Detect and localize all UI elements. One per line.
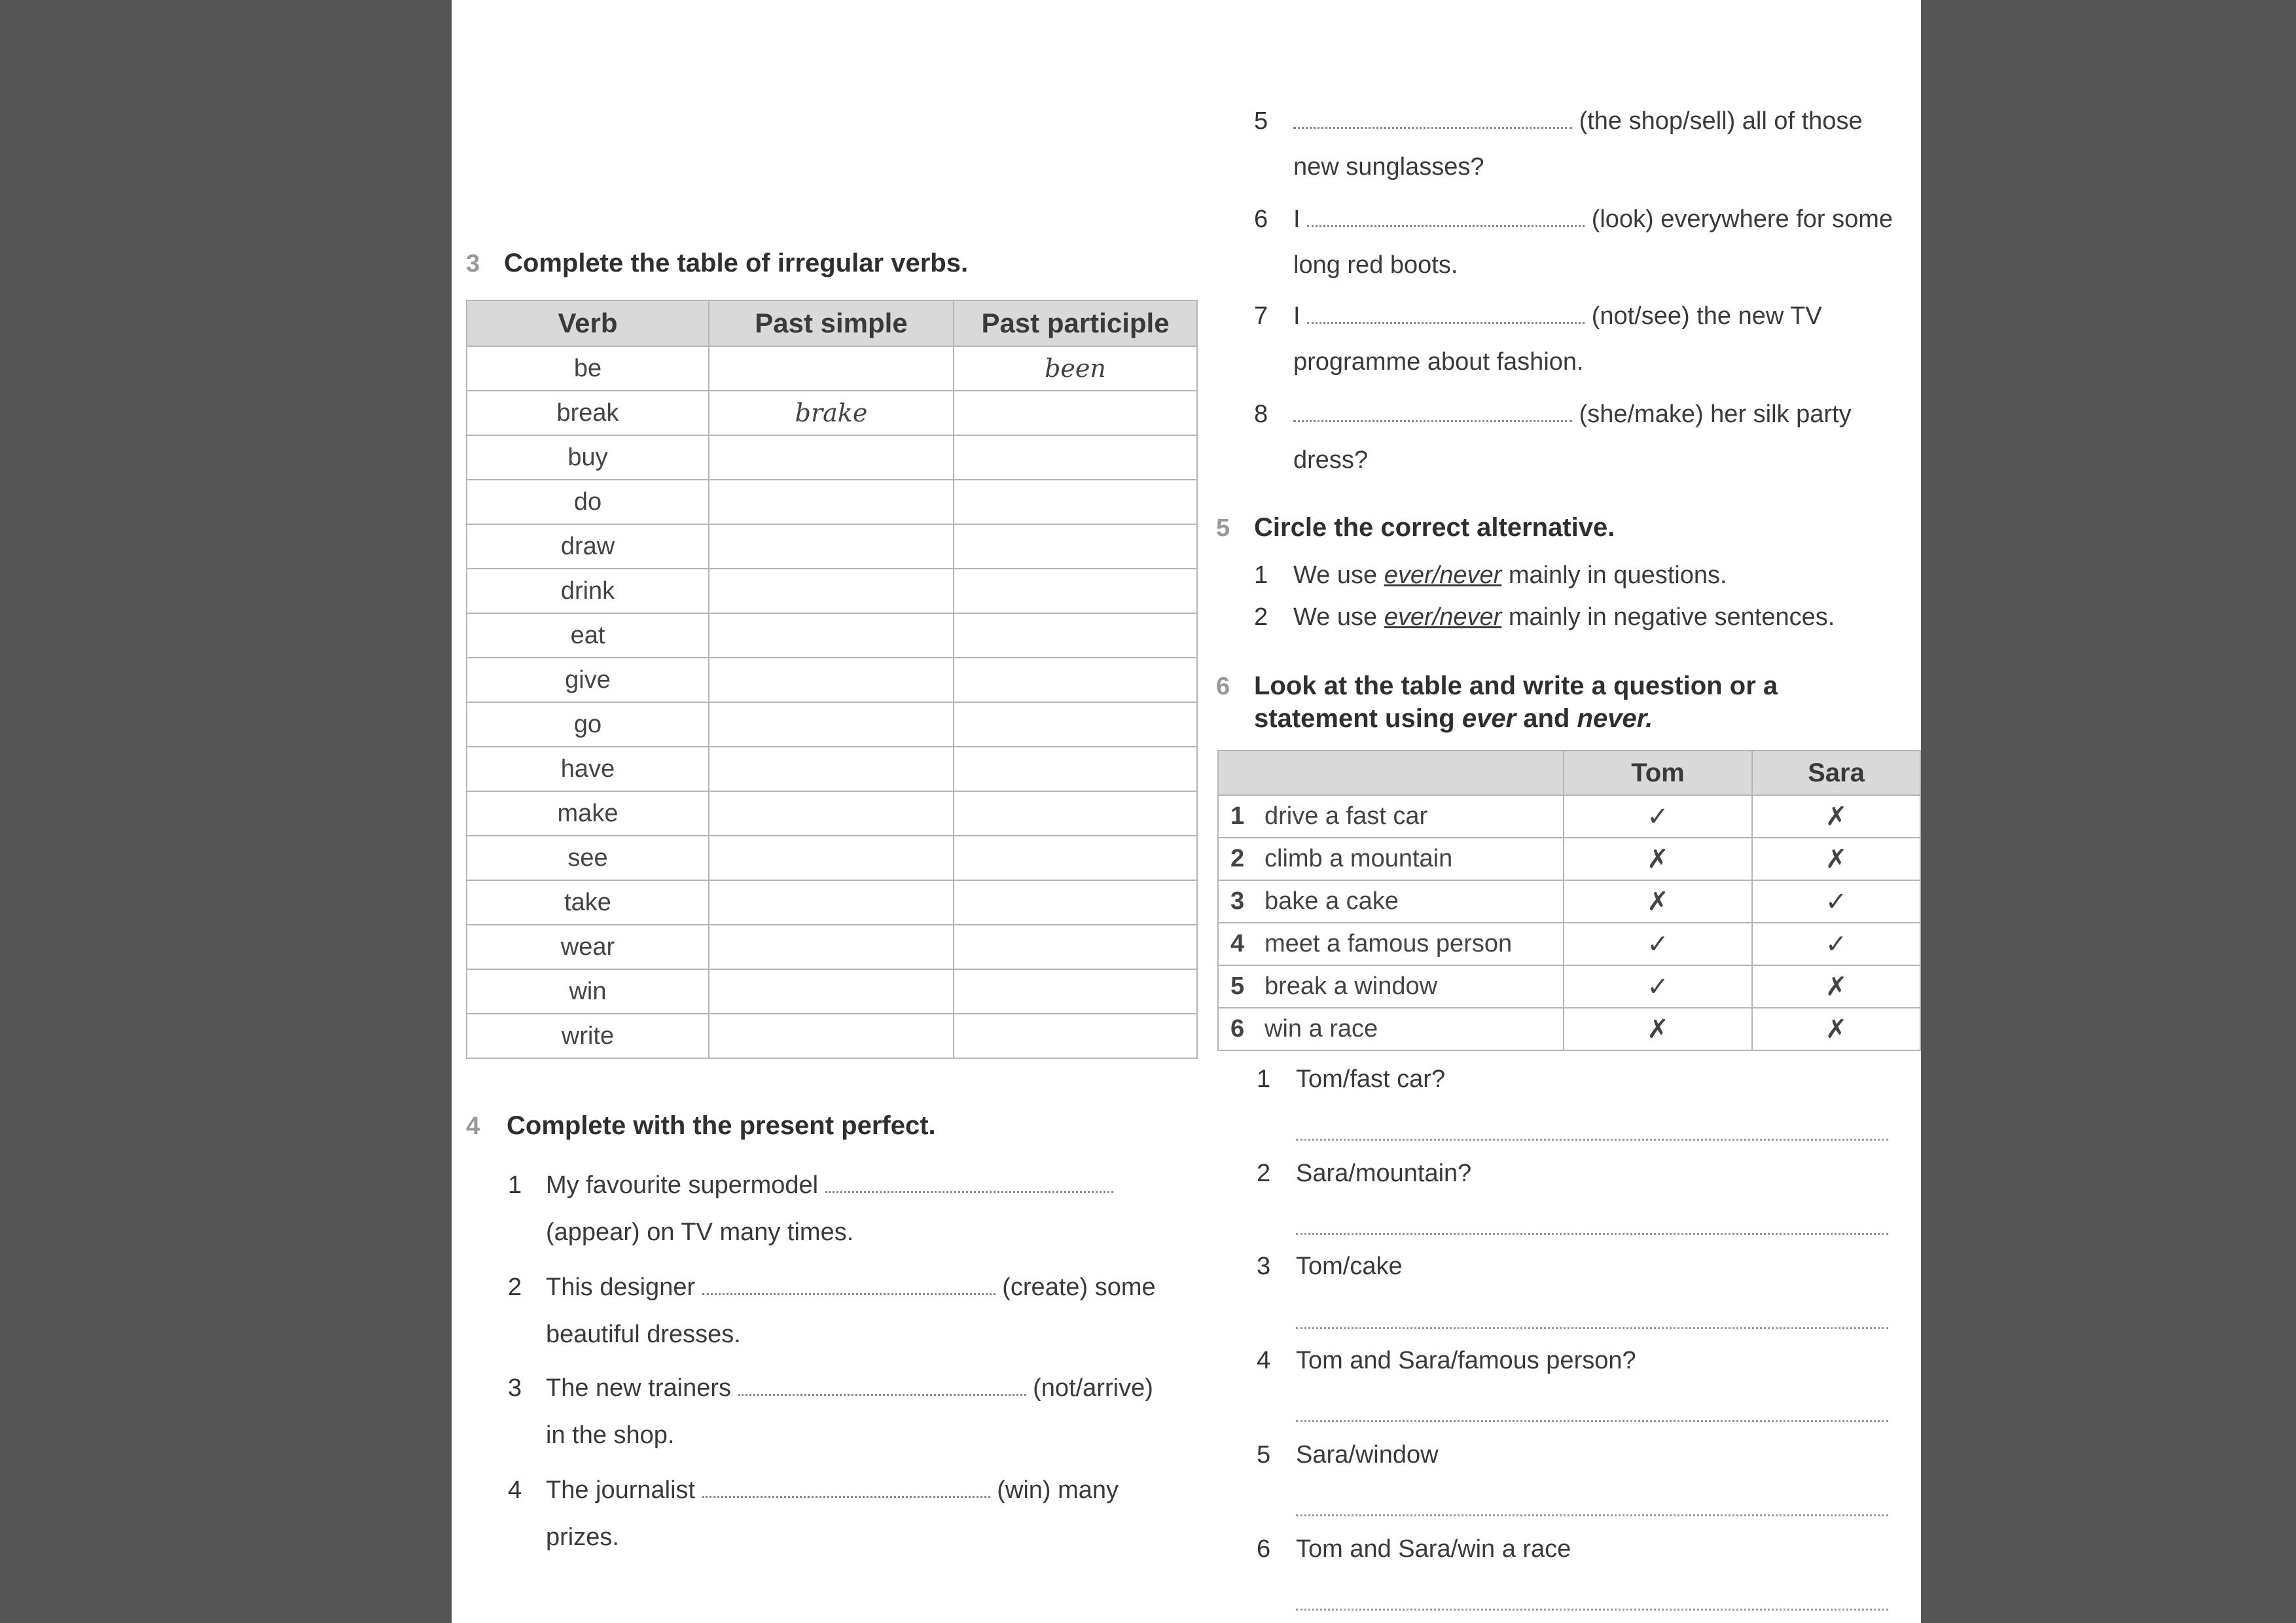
table-row [467, 791, 1197, 836]
irregular-verbs-table [466, 300, 1198, 1059]
ex4-item-1-stem: My favourite supermodel [546, 1171, 819, 1199]
verb-cell: make [467, 791, 709, 836]
past-participle-cell[interactable]: been [954, 346, 1197, 391]
table-row [467, 613, 1197, 658]
activity-label: climb a mountain [1265, 845, 1453, 872]
table-row [467, 391, 1197, 435]
verb-cell: drink [467, 569, 709, 613]
ex4-item-1 [546, 1171, 1113, 1200]
activity-cell [1218, 1008, 1564, 1050]
past-simple-cell[interactable] [709, 1014, 954, 1058]
activity-number: 4 [1230, 930, 1245, 957]
ex4-item-5-hint: (the shop/sell) all of those [1579, 107, 1863, 135]
verb-cell: take [467, 880, 709, 925]
ex4-item-6-stem: I [1293, 205, 1300, 233]
past-participle-cell[interactable] [954, 702, 1197, 747]
ex4-item-6 [1293, 205, 1893, 234]
table-row [1218, 965, 1920, 1008]
tom-sara-body [1218, 795, 1920, 1050]
ex4-item-number: 4 [508, 1476, 522, 1504]
ex4-item-4-stem: The journalist [546, 1476, 696, 1504]
ex4-item-3-cont: in the shop. [546, 1421, 675, 1449]
sara-mark: ✗ [1752, 965, 1920, 1008]
past-simple-cell[interactable] [709, 880, 954, 925]
table-row [467, 524, 1197, 569]
ex6-title-never: never. [1577, 704, 1653, 733]
ex4-item-3 [546, 1374, 1153, 1402]
activity-number: 5 [1230, 972, 1245, 1000]
ex4-item-8-hint: (she/make) her silk party [1579, 401, 1852, 428]
sara-mark: ✗ [1752, 838, 1920, 880]
sara-mark: ✓ [1752, 923, 1920, 965]
ex6-prompt-number: 1 [1257, 1065, 1271, 1093]
answer-line[interactable] [1296, 1514, 1888, 1516]
ex4-item-number: 3 [508, 1374, 522, 1402]
ex6-number: 6 [1216, 673, 1230, 700]
ex4-item-2-cont: beautiful dresses. [546, 1321, 741, 1348]
answer-line[interactable] [1296, 1420, 1888, 1422]
activity-cell [1218, 923, 1564, 965]
past-participle-cell[interactable] [954, 880, 1197, 925]
past-simple-cell[interactable] [709, 524, 954, 569]
table-row [467, 925, 1197, 969]
past-participle-cell[interactable] [954, 480, 1197, 524]
answer-line[interactable] [1296, 1327, 1888, 1329]
ex6-title-line2 [1254, 704, 1653, 734]
answer-blank[interactable] [702, 1496, 990, 1498]
past-simple-cell[interactable] [709, 480, 954, 524]
ex6-prompt-number: 2 [1257, 1160, 1271, 1187]
col-header-past-participle: Past participle [954, 300, 1197, 346]
col-header-verb: Verb [467, 300, 709, 346]
ex5-item-number: 2 [1254, 603, 1268, 631]
ex4-item-7-hint: (not/see) the new TV [1591, 302, 1822, 330]
answer-blank[interactable] [1293, 127, 1572, 129]
tom-mark: ✗ [1564, 1008, 1752, 1050]
past-simple-cell[interactable] [709, 346, 954, 391]
activity-number: 1 [1230, 802, 1245, 830]
verb-cell: eat [467, 613, 709, 658]
past-participle-cell[interactable] [954, 658, 1197, 702]
table-header-row [1218, 751, 1920, 795]
past-simple-cell[interactable] [709, 747, 954, 791]
table-row [1218, 1008, 1920, 1050]
tom-sara-table [1217, 750, 1921, 1051]
table-row [1218, 880, 1920, 923]
answer-line[interactable] [1296, 1609, 1888, 1611]
past-participle-cell[interactable] [954, 524, 1197, 569]
col-header-activity [1218, 751, 1564, 795]
worksheet-page [452, 0, 1921, 1623]
table-header-row [467, 300, 1197, 346]
sara-mark: ✗ [1752, 795, 1920, 838]
ex4-item-4 [546, 1476, 1119, 1505]
ex4-item-3-hint: (not/arrive) [1033, 1374, 1153, 1402]
table-row [467, 747, 1197, 791]
ex5-item-number: 1 [1254, 562, 1268, 589]
answer-blank[interactable] [702, 1293, 996, 1295]
ex4-item-2-hint: (create) some [1002, 1274, 1156, 1301]
ex4-item-number: 8 [1254, 401, 1268, 428]
ex4-item-2-stem: This designer [546, 1274, 696, 1301]
verb-cell: draw [467, 524, 709, 569]
ex4-item-4-cont: prizes. [546, 1524, 619, 1551]
ex6-prompt-1: Tom/fast car? [1296, 1065, 1446, 1093]
irregular-verbs-body [467, 346, 1197, 1058]
activity-number: 6 [1230, 1015, 1245, 1043]
ex6-title-pre: statement using [1254, 704, 1455, 733]
sara-mark: ✓ [1752, 880, 1920, 923]
ex5-item-2-post: mainly in negative sentences. [1508, 603, 1835, 631]
col-header-past-simple: Past simple [709, 300, 954, 346]
ex4-item-5-cont: new sunglasses? [1293, 153, 1484, 181]
table-row [467, 346, 1197, 391]
activity-cell [1218, 838, 1564, 880]
ex6-title-and: and [1523, 704, 1570, 733]
verb-cell: win [467, 969, 709, 1014]
past-participle-cell[interactable] [954, 969, 1197, 1014]
ex4-item-number: 6 [1254, 205, 1268, 233]
ex6-prompt-5: Sara/window [1296, 1441, 1439, 1469]
answer-blank[interactable] [738, 1394, 1026, 1396]
ex4-item-7 [1293, 302, 1822, 330]
answer-blank[interactable] [1307, 322, 1585, 324]
ex5-item-1-pre: We use [1293, 562, 1378, 589]
answer-blank[interactable] [825, 1191, 1113, 1193]
ex6-prompt-number: 6 [1257, 1535, 1271, 1563]
ex4-item-number: 2 [508, 1274, 522, 1301]
answer-line[interactable] [1296, 1233, 1888, 1235]
past-simple-cell[interactable] [709, 613, 954, 658]
ex5-item-1 [1293, 562, 1727, 590]
past-participle-cell[interactable] [954, 747, 1197, 791]
ex4-item-6-hint: (look) everywhere for some [1591, 205, 1893, 233]
ex5-item-2 [1293, 603, 1835, 632]
verb-cell: do [467, 480, 709, 524]
ex6-prompt-number: 5 [1257, 1441, 1271, 1469]
ex4-item-7-stem: I [1293, 302, 1300, 330]
table-row [467, 969, 1197, 1014]
verb-cell: see [467, 836, 709, 880]
answer-blank[interactable] [1293, 420, 1572, 422]
activity-label: break a window [1265, 972, 1438, 1000]
ex3-title: Complete the table of irregular verbs. [504, 249, 969, 277]
ex6-title-ever: ever [1462, 704, 1516, 733]
table-row [467, 480, 1197, 524]
ex4-item-3-stem: The new trainers [546, 1374, 732, 1402]
ex5-number: 5 [1216, 514, 1230, 542]
ex6-prompt-number: 4 [1257, 1347, 1271, 1374]
past-participle-cell[interactable] [954, 569, 1197, 613]
activity-label: bake a cake [1265, 887, 1399, 915]
table-row [467, 880, 1197, 925]
table-row [1218, 838, 1920, 880]
answer-blank[interactable] [1307, 225, 1585, 227]
activity-number: 2 [1230, 845, 1245, 872]
past-participle-cell[interactable] [954, 435, 1197, 480]
ex6-prompt-4: Tom and Sara/famous person? [1296, 1347, 1636, 1374]
verb-cell: give [467, 658, 709, 702]
tom-mark: ✓ [1564, 965, 1752, 1008]
table-row [467, 569, 1197, 613]
ex4-item-8 [1293, 401, 1852, 429]
past-simple-cell[interactable] [709, 569, 954, 613]
ex6-prompt-6: Tom and Sara/win a race [1296, 1535, 1571, 1563]
past-simple-cell[interactable] [709, 791, 954, 836]
table-row [467, 702, 1197, 747]
verb-cell: break [467, 391, 709, 435]
past-simple-cell[interactable] [709, 925, 954, 969]
verb-cell: write [467, 1014, 709, 1058]
ex5-item-2-alternatives[interactable]: ever/never [1384, 603, 1502, 631]
ex4-item-number: 1 [508, 1171, 522, 1199]
ex4-item-number: 7 [1254, 302, 1268, 330]
activity-cell [1218, 795, 1564, 838]
ex3-number: 3 [466, 250, 480, 277]
ex4-item-6-cont: long red boots. [1293, 251, 1458, 279]
ex4-item-5 [1293, 107, 1863, 135]
ex6-prompt-number: 3 [1257, 1253, 1271, 1280]
table-row [467, 836, 1197, 880]
verb-cell: buy [467, 435, 709, 480]
ex4-item-8-cont: dress? [1293, 446, 1369, 474]
table-row [467, 435, 1197, 480]
ex4-number: 4 [466, 1113, 480, 1140]
ex6-prompt-2: Sara/mountain? [1296, 1160, 1472, 1187]
past-simple-cell[interactable] [709, 702, 954, 747]
ex4-title: Complete with the present perfect. [507, 1111, 936, 1140]
ex5-item-1-alternatives[interactable]: ever/never [1384, 562, 1502, 589]
activity-label: win a race [1265, 1015, 1378, 1043]
table-row [1218, 795, 1920, 838]
sara-mark: ✗ [1752, 1008, 1920, 1050]
past-participle-cell[interactable] [954, 613, 1197, 658]
table-row [467, 658, 1197, 702]
past-participle-cell[interactable] [954, 791, 1197, 836]
ex5-item-2-pre: We use [1293, 603, 1378, 631]
ex4-item-1-cont: (appear) on TV many times. [546, 1219, 854, 1246]
past-participle-cell[interactable] [954, 836, 1197, 880]
tom-mark: ✗ [1564, 880, 1752, 923]
verb-cell: have [467, 747, 709, 791]
table-row [467, 1014, 1197, 1058]
activity-label: meet a famous person [1265, 930, 1513, 957]
ex6-title-line1: Look at the table and write a question or a [1254, 671, 1778, 700]
activity-cell [1218, 965, 1564, 1008]
activity-number: 3 [1230, 887, 1245, 915]
ex5-item-1-post: mainly in questions. [1508, 562, 1727, 589]
activity-label: drive a fast car [1265, 802, 1428, 830]
past-simple-cell[interactable] [709, 658, 954, 702]
past-simple-cell[interactable] [709, 836, 954, 880]
ex4-item-7-cont: programme about fashion. [1293, 348, 1584, 376]
verb-cell: be [467, 346, 709, 391]
tom-mark: ✓ [1564, 795, 1752, 838]
past-participle-cell[interactable] [954, 1014, 1197, 1058]
past-simple-cell[interactable] [709, 969, 954, 1014]
past-participle-cell[interactable] [954, 391, 1197, 435]
col-header-tom: Tom [1564, 751, 1752, 795]
ex4-item-2 [546, 1274, 1156, 1302]
tom-mark: ✗ [1564, 838, 1752, 880]
past-simple-cell[interactable] [709, 435, 954, 480]
col-header-sara: Sara [1752, 751, 1920, 795]
ex6-prompt-3: Tom/cake [1296, 1253, 1403, 1280]
answer-line[interactable] [1296, 1139, 1888, 1141]
ex4-item-number: 5 [1254, 107, 1268, 135]
past-simple-cell[interactable]: brake [709, 391, 954, 435]
past-participle-cell[interactable] [954, 925, 1197, 969]
ex4-item-4-hint: (win) many [997, 1476, 1119, 1504]
ex5-title: Circle the correct alternative. [1254, 513, 1615, 542]
tom-mark: ✓ [1564, 923, 1752, 965]
verb-cell: wear [467, 925, 709, 969]
table-row [1218, 923, 1920, 965]
verb-cell: go [467, 702, 709, 747]
activity-cell [1218, 880, 1564, 923]
